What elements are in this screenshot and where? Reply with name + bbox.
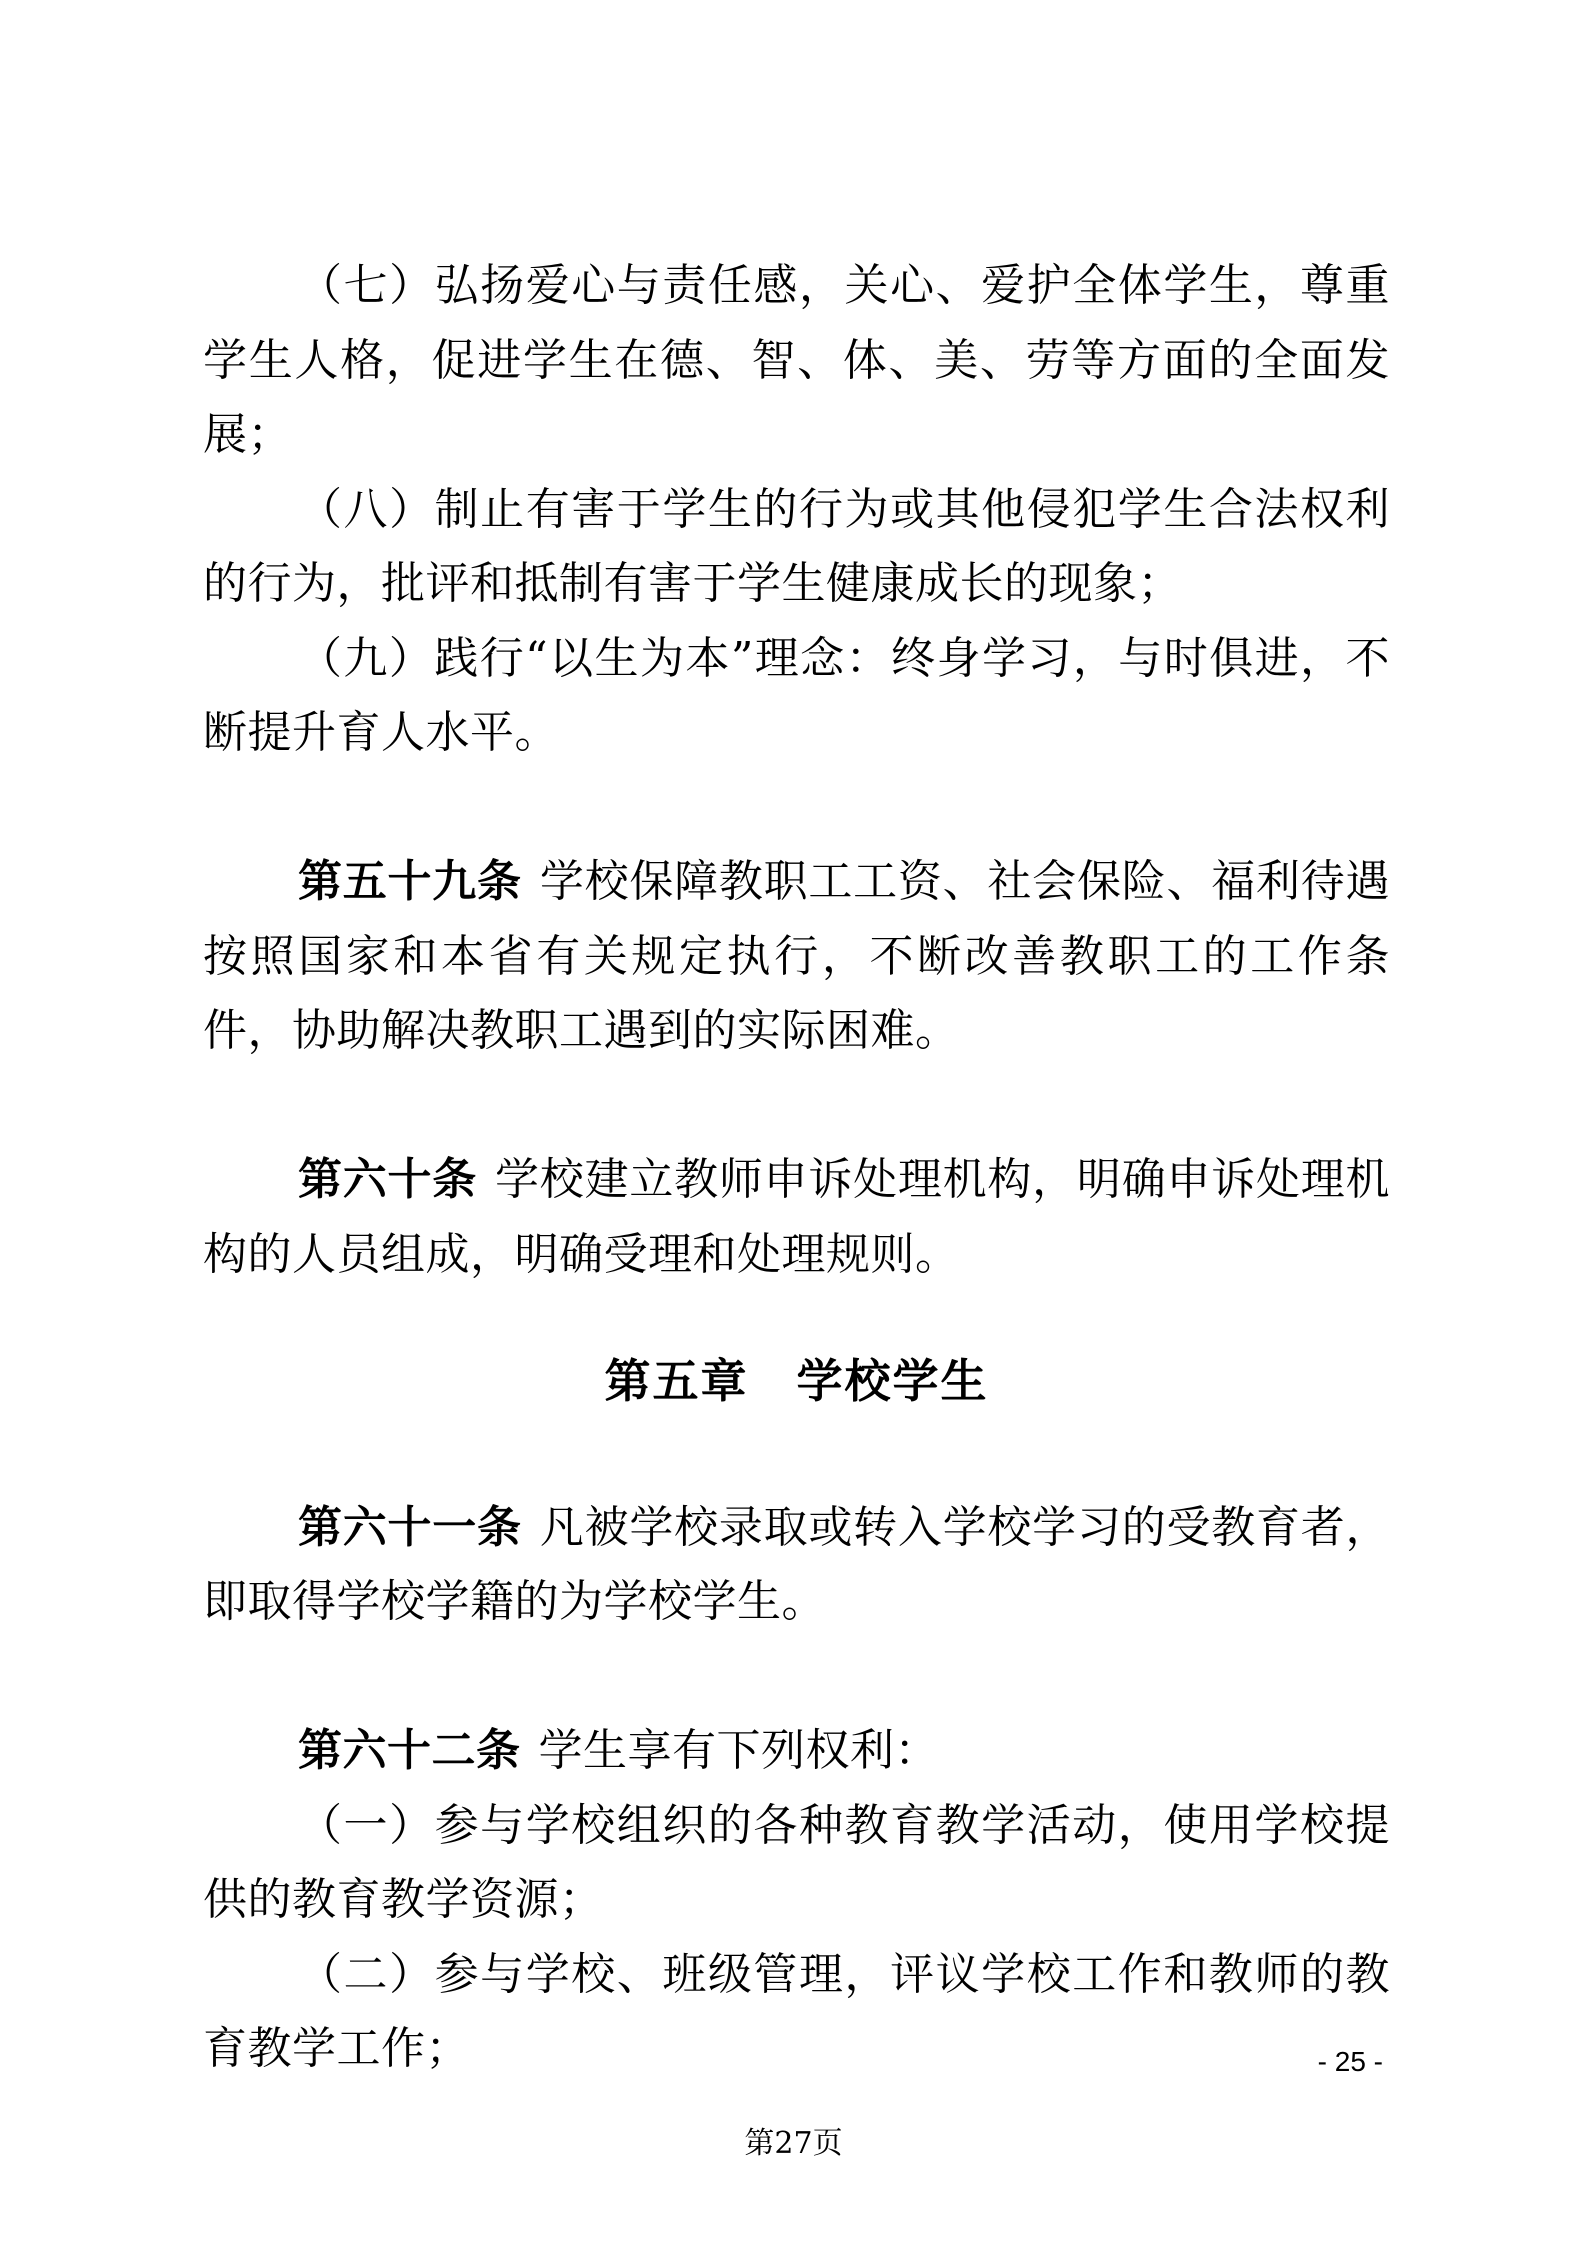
- clause-item-1: （一）参与学校组织的各种教育教学活动，使用学校提供的教育教学资源；: [203, 1799, 1390, 1925]
- center-page-number: 第27页: [744, 2126, 843, 2161]
- article-61-number: 第六十一条: [298, 1501, 522, 1553]
- article-61-text: 凡被学校录取或转入学校学习的受教育者，即取得学校学籍的为学校学生。: [203, 1501, 1391, 1627]
- article-59: [203, 845, 1390, 1069]
- clause-item-7: （七）弘扬爱心与责任感，关心、爱护全体学生，尊重学生人格，促进学生在德、智、体、美、劳等方面的全面发展；: [203, 260, 1390, 460]
- document-body: [203, 249, 1390, 2087]
- clause-item-2: （二）参与学校、班级管理，评议学校工作和教师的教育教学工作；: [203, 1948, 1390, 2074]
- corner-page-number: - 25 -: [1317, 2046, 1383, 2077]
- article-61: [203, 1491, 1390, 1640]
- article-62-text: 学生享有下列权利：: [538, 1725, 939, 1776]
- article-62-number: 第六十二条: [298, 1725, 521, 1776]
- article-59-number: 第五十九条: [298, 856, 522, 907]
- clause-item-8: （八）制止有害于学生的行为或其他侵犯学生合法权利的行为，批评和抵制有害于学生健康成长的现象；: [203, 483, 1390, 609]
- article-60-number: 第六十条: [298, 1154, 478, 1205]
- article-60-text: 学校建立教师申诉处理机构，明确申诉处理机构的人员组成，明确受理和处理规则。: [203, 1154, 1391, 1280]
- article-60: [203, 1143, 1390, 1292]
- article-59-text: 学校保障教职工工资、社会保险、福利待遇按照国家和本省有关规定执行，不断改善教职工的工作条件，协助解决教职工遇到的实际困难。: [203, 856, 1391, 1056]
- clause-item-9: （九）践行“以生为本”理念：终身学习，与时俱进，不断提升育人水平。: [203, 632, 1390, 758]
- article-62: [203, 1714, 1390, 1789]
- chapter-heading: 第五章 学校学生: [604, 1354, 989, 1408]
